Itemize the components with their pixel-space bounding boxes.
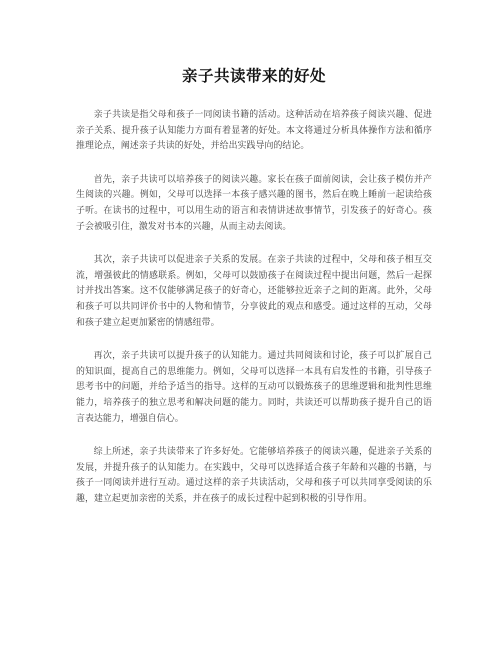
paragraph-parent-child-relationship: 其次，亲子共读可以促进亲子关系的发展。在亲子共读的过程中，父母和孩子相互交流，增强彼此的情感联系。例如，父母可以鼓励孩子在阅读过程中提出问题，然后一起探讨并找出答案。这不仅能够满足孩子的好奇心，还能够拉近亲子之间的距离。此外，父母和孩子可以共同评价书中的人物和情节，分享彼此的观点和感受。通过这样的互动，父母和孩子建立起更加紧密的情感纽带。 [76, 255, 432, 328]
document-title: 亲子共读带来的好处 [181, 67, 326, 85]
paragraph-cognitive-ability: 再次，亲子共读可以提升孩子的认知能力。通过共同阅读和讨论，孩子可以扩展自己的知识面，提高自己的思维能力。例如，父母可以选择一本具有启发性的书籍，引导孩子思考书中的问题，并给予适当的指导。这样的互动可以锻炼孩子的思维逻辑和批判性思维能力，培养孩子的独立思考和解决问题的能力。同时，共读还可以帮助孩子提升自己的语言表达能力，增强自信心。 [76, 351, 432, 424]
paragraph-intro: 亲子共读是指父母和孩子一同阅读书籍的活动。这种活动在培养孩子阅读兴趣、促进亲子关系、提升孩子认知能力方面有着显著的好处。本文将通过分析具体操作方法和循序推理论点，阐述亲子共读的好处，并给出实践导向的结论。 [76, 110, 432, 152]
paragraph-conclusion: 综上所述，亲子共读带来了许多好处。它能够培养孩子的阅读兴趣，促进亲子关系的发展，并提升孩子的认知能力。在实践中，父母可以选择适合孩子年龄和兴趣的书籍，与孩子一同阅读并进行互动。通过这样的亲子共读活动，父母和孩子可以共同享受阅读的乐趣，建立起更加亲密的关系，并在孩子的成长过程中起到积极的引导作用。 [76, 447, 432, 504]
paragraph-reading-interest: 首先，亲子共读可以培养孩子的阅读兴趣。家长在孩子面前阅读，会让孩子模仿并产生阅读的兴趣。例如，父母可以选择一本孩子感兴趣的图书，然后在晚上睡前一起读给孩子听。在读书的过程中，可以用生动的语言和表情讲述故事情节，引发孩子的好奇心。孩子会被吸引住，激发对书本的兴趣，从而主动去阅读。 [76, 174, 432, 232]
